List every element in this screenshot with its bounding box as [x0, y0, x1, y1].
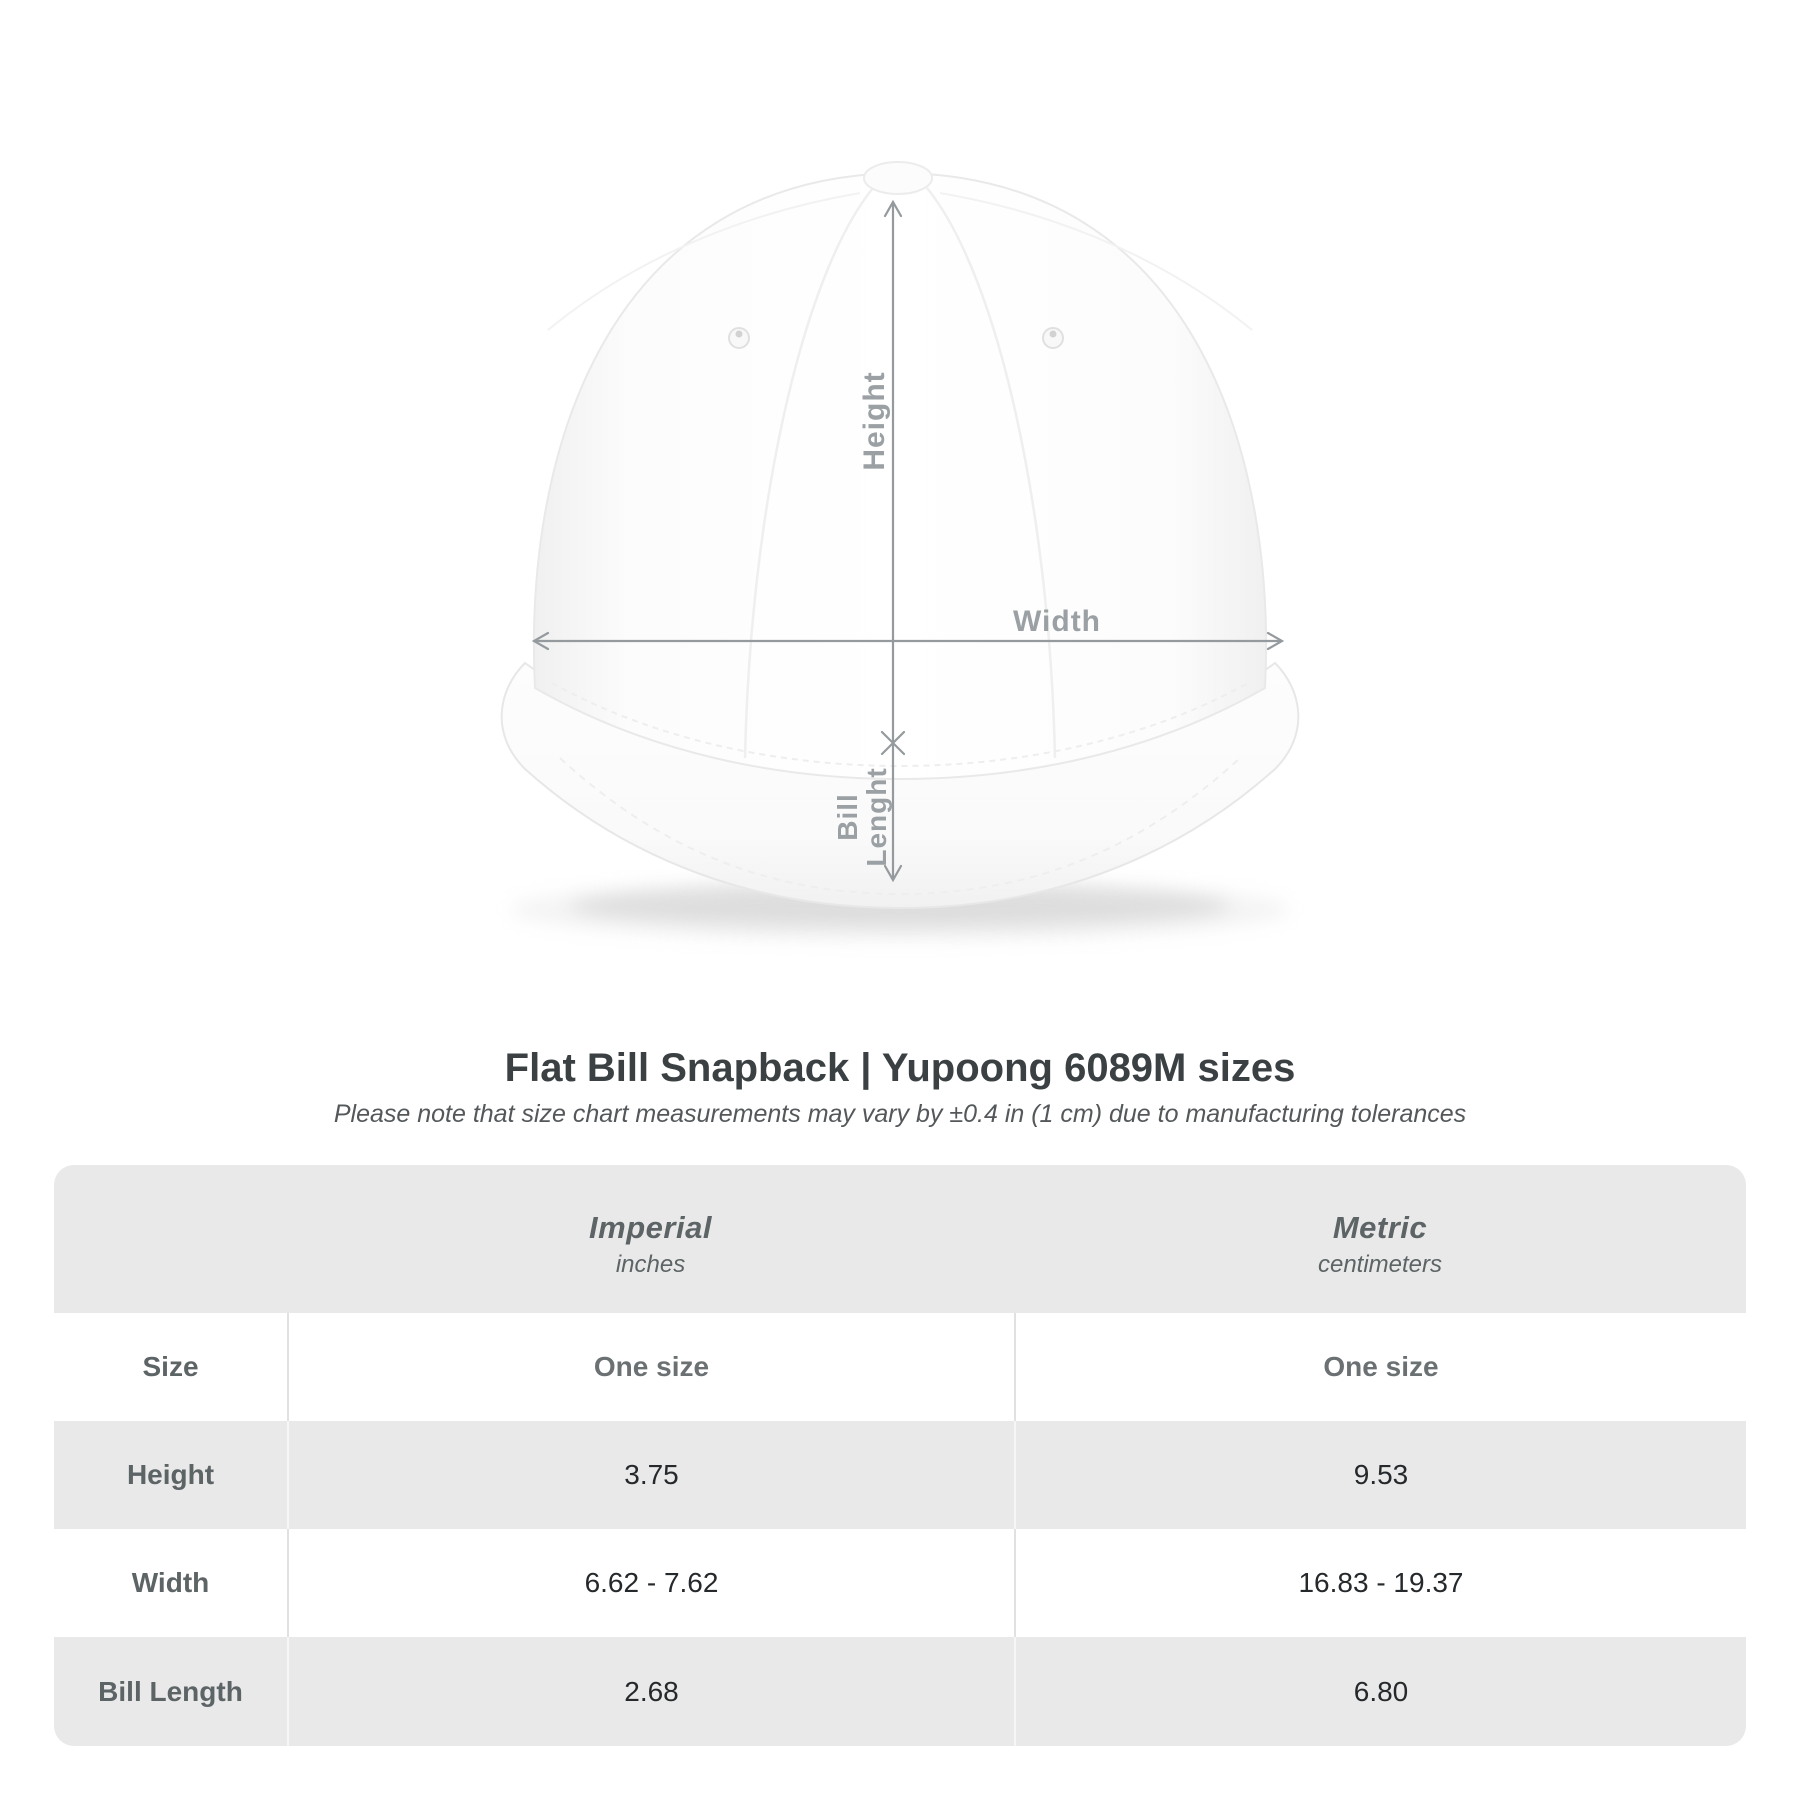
metric-value: 9.53: [1014, 1421, 1746, 1529]
table-row-bill-length: [54, 1637, 1746, 1746]
metric-label: Metric: [1332, 1209, 1428, 1245]
eyelet-right: [1043, 328, 1063, 348]
imperial-value: 6.62 - 7.62: [287, 1529, 1014, 1637]
table-row-width: [54, 1529, 1746, 1637]
row-label: Height: [126, 1459, 215, 1490]
table-row-size: [54, 1313, 1746, 1421]
eyelet-left: [729, 328, 749, 348]
hat-crown: [534, 162, 1266, 779]
hat-measurement-diagram: [430, 118, 1370, 963]
hat-illustration: [430, 118, 1370, 963]
bill-length-dimension-label: [833, 747, 891, 887]
bill-length-label-line1: Bill: [832, 793, 863, 841]
page-subtitle: Please note that size chart measurements may vary by ±0.4 in (1 cm) due to manufacturing tolerances: [333, 1100, 1467, 1128]
imperial-label: Imperial: [589, 1209, 712, 1245]
row-label: Size: [142, 1351, 199, 1382]
size-table-header: [54, 1165, 1746, 1313]
row-label: Bill Length: [98, 1675, 243, 1707]
header-spacer-cell: [54, 1165, 287, 1313]
metric-value: 16.83 - 19.37: [1014, 1529, 1746, 1637]
imperial-value: 3.75: [287, 1421, 1014, 1529]
header-metric: [1014, 1165, 1746, 1313]
imperial-value: One size: [287, 1313, 1014, 1421]
size-table: [54, 1165, 1746, 1746]
hat-top-button: [864, 162, 932, 194]
imperial-unit-label: inches: [615, 1250, 686, 1278]
metric-value: 6.80: [1014, 1637, 1746, 1746]
page-title: Flat Bill Snapback | Yupoong 6089M sizes: [504, 1046, 1296, 1090]
metric-unit-label: centimeters: [1317, 1250, 1443, 1278]
table-row-height: [54, 1421, 1746, 1529]
bill-length-label-line2: Lenght: [861, 767, 892, 867]
imperial-value: 2.68: [287, 1637, 1014, 1746]
width-dimension-label: Width: [1012, 605, 1102, 638]
row-label: Width: [131, 1567, 210, 1598]
header-imperial: [287, 1165, 1014, 1313]
height-dimension-label: Height: [858, 371, 891, 471]
metric-value: One size: [1014, 1313, 1746, 1421]
